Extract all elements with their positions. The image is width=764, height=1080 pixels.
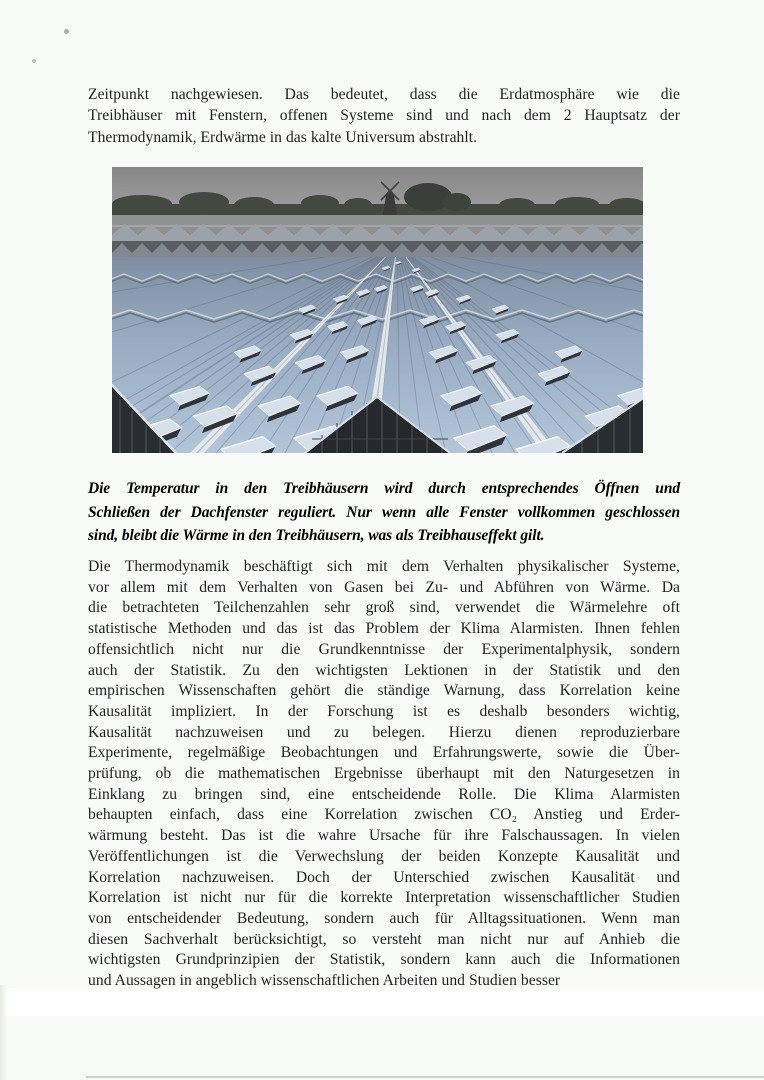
scan-speck	[64, 29, 69, 34]
text-line: diesen Sachverhalt berücksichtigt, so versteht man nicht nur auf Anhieb die	[88, 930, 680, 948]
scan-light-band	[0, 988, 764, 1016]
text-line: Die Temperatur in den Treibhäusern wird durch entsprechendes Öffnen und	[88, 480, 680, 497]
text-line: sind, bleibt die Wärme in den Treibhäusern, was als Treibhauseffekt gilt.	[88, 527, 545, 544]
paragraph-intro	[88, 84, 680, 148]
text-line: Treibhäuser mit Fenstern, offenen Systeme sind und nach dem 2 Hauptsatz der	[88, 107, 680, 125]
text-line: Korrelation nachzuweisen. Doch der Unterschied zwischen Kausalität und	[88, 868, 680, 886]
text-line: wichtigsten Grundprinzipien der Statistik, sondern kann auch die Informationen	[88, 951, 680, 969]
scan-speck	[32, 59, 36, 63]
text-line: von entscheidender Bedeutung, sondern auch für Alltagssituationen. Wenn man	[88, 909, 680, 927]
text-line: offensichtlich nicht nur die Grundkenntnisse der Experimentalphysik, sondern	[88, 640, 680, 658]
greenhouse-photo-illustration	[112, 167, 643, 453]
text-line: Zeitpunkt nachgewiesen. Das bedeutet, dass die Erdatmosphäre wie die	[88, 86, 680, 103]
text-line: Einklang zu bringen sind, eine entscheidende Rolle. Die Klima Alarmisten	[88, 785, 680, 803]
text-line: statistische Methoden und das ist das Problem der Klima Alarmisten. Ihnen fehlen	[88, 620, 680, 638]
scan-edge-shade	[0, 985, 7, 1080]
greenhouse-photo	[112, 167, 643, 453]
text-line: Experimente, regelmäßige Beobachtungen und Erfahrungswerte, sowie die Über-	[88, 744, 680, 762]
text-line: behaupten einfach, dass eine Korrelation zwischen CO₂ Anstieg und Erder-	[88, 806, 680, 824]
text-line: Schließen der Dachfenster reguliert. Nur wenn alle Fenster vollkommen geschlossen	[88, 503, 680, 521]
text-line: die betrachteten Teilchenzahlen sehr groß sind, verwendet die Wärmelehre oft	[88, 599, 680, 617]
photo-caption	[88, 477, 680, 548]
text-line: Die Thermodynamik beschäftigt sich mit dem Verhalten physikalischer Systeme,	[88, 558, 680, 575]
text-line: auch der Statistik. Zu den wichtigsten Lektionen in der Statistik und den	[88, 661, 680, 679]
text-line: vor allem mit dem Verhalten von Gasen bei Zu- und Abführen von Wärme. Da	[88, 578, 680, 596]
text-line: und Aussagen in angeblich wissenschaftlichen Arbeiten und Studien besser	[88, 972, 561, 990]
text-line: Veröffentlichungen ist die Verwechslung der beiden Konzepte Kausalität und	[88, 847, 680, 865]
text-line: Korrelation ist nicht nur für die korrekte Interpretation wissenschaftlicher Studien	[88, 889, 680, 907]
text-line: empirischen Wissenschaften gehört die ständige Warnung, dass Korrelation keine	[88, 682, 680, 700]
text-line: Thermodynamik, Erdwärme in das kalte Universum abstrahlt.	[88, 128, 478, 146]
field-strip	[112, 215, 643, 225]
text-line: wärmung besteht. Das ist die wahre Ursache für ihre Falschaussagen. In vielen	[88, 827, 680, 845]
scan-bottom-line	[86, 1076, 764, 1078]
text-line: prüfung, ob die mathematischen Ergebnisse überhaupt mit den Naturgesetzen in	[88, 765, 680, 783]
text-line: Kausalität nachzuweisen und zu belegen. Hierzu dienen reproduzierbare	[88, 723, 680, 741]
text-line: Kausalität impliziert. In der Forschung ist es deshalb besonders wichtig,	[88, 702, 680, 720]
paragraph-main	[88, 557, 680, 992]
